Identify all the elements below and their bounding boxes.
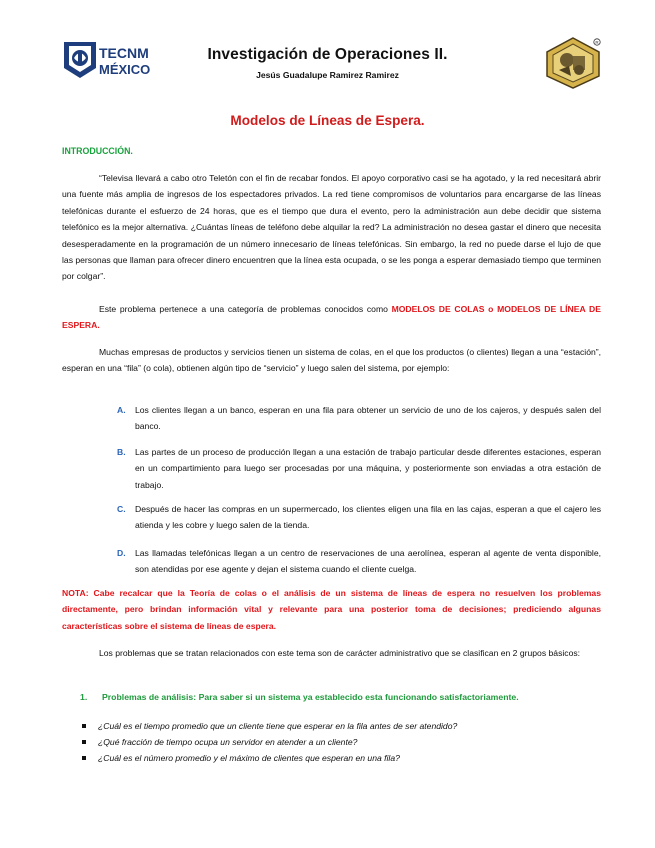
example-marker: C. [117, 504, 126, 514]
companies-paragraph: Muchas empresas de productos y servicios tienen un sistema de colas, en el que los productos (o clientes) llegan a una “estación”, esperan en una “fila” (o cola), obtienen algún tipo de “servicio” y luego salen del sistema, por ejemplo: [62, 347, 601, 374]
tecnm-logo-line2: MÉXICO [99, 62, 151, 77]
header-author: Jesús Guadalupe Ramirez Ramirez [256, 70, 399, 80]
example-text: Los clientes llegan a un banco, esperan en una fila para obtener un servicio de uno de los cajeros, y después salen del banco. [135, 405, 601, 432]
question-item [80, 718, 601, 734]
tecnm-logo-line1: TECNM [99, 45, 149, 61]
tecnm-emblem-icon [62, 38, 154, 82]
problem-group-marker: 1. [80, 692, 88, 702]
category-paragraph [62, 301, 601, 334]
bullet-square-icon [82, 756, 86, 760]
svg-text:R: R [595, 40, 599, 46]
question-item [80, 750, 601, 766]
category-highlight: MODELOS DE COLAS o MODELOS DE LÍNEA DE ESPERA. [62, 304, 601, 331]
bullet-square-icon [82, 724, 86, 728]
problem-group-text: Problemas de análisis: Para saber si un sistema ya establecido esta funcionando satisfactoriamente. [102, 692, 519, 702]
example-item [117, 501, 601, 534]
bullet-square-icon [82, 740, 86, 744]
intro-paragraph: “Televisa llevará a cabo otro Teletón con el fin de recabar fondos. El apoyo corporativo casi se ha agotado, y la red necesitará abrir una fuente más amplia de ingresos de los espectadores privados. La red tiene compromisos de voluntarios para encargarse de las líneas telefónicas durante el esfuerzo de 24 horas, que es el tiempo que dura el evento, pero la administración aun debe decidir que sistema telefónico es la mejor alternativa. ¿Cuántas líneas de teléfono debe alquilar la red? La administración no desea gastar el dinero que necesita desesperadamente en la programación de un número innecesario de líneas telefónicas. Sin embargo, la red no puede darse el lujo de que las personas que llaman para ofrecer dinero encuentren que la línea esta ocupada, o se les ponga a esperar demasiado tiempo que terminen por colgar”. [62, 173, 601, 282]
category-text: Este problema pertenece a una categoría de problemas conocidos como [99, 304, 392, 314]
example-item [117, 444, 601, 493]
header-title: Investigación de Operaciones II. [207, 46, 448, 63]
nota-paragraph: NOTA: Cabe recalcar que la Teoría de colas o el análisis de un sistema de líneas de espera no resuelven los problemas directamente, pero brindan información vital y relevante para una posterior toma de decisiones; prediciendo algunas características sobre el sistema de líneas de espera. [62, 588, 601, 631]
tecnm-logo [62, 38, 154, 82]
example-text: Las partes de un proceso de producción llegan a una estación de trabajo particular desde diferentes estaciones, esperan en un compartimiento para luego ser procesadas por una máquina, y posteriormente son enviadas a otra estación de trabajo. [135, 447, 601, 490]
question-text: ¿Qué fracción de tiempo ocupa un servidor en atender a un cliente? [98, 737, 358, 747]
example-marker: D. [117, 548, 126, 558]
example-text: Después de hacer las compras en un supermercado, los clientes eligen una fila en las cajas, esperan a que el cajero les atienda y les cobre y luego salen de la tienda. [135, 504, 601, 531]
problem-group-item [80, 689, 601, 705]
example-item [117, 545, 601, 578]
problems-paragraph: Los problemas que se tratan relacionados con este tema son de carácter administrativo que se clasifican en 2 grupos básicos: [99, 648, 581, 658]
question-text: ¿Cuál es el número promedio y el máximo de clientes que esperan en una fila? [98, 753, 400, 763]
institute-seal-icon [543, 36, 603, 90]
example-text: Las llamadas telefónicas llegan a un centro de reservaciones de una aerolínea, esperan al agente de venta disponible, son atendidas por ese agente y dejan el sistema cuando el cliente cuelga. [135, 548, 601, 575]
example-item [117, 402, 601, 435]
example-marker: A. [117, 405, 126, 415]
question-text: ¿Cuál es el tiempo promedio que un cliente tiene que esperar en la fila antes de ser atendido? [98, 721, 458, 731]
institute-seal-logo [543, 36, 603, 90]
question-item [80, 734, 601, 750]
section-heading: INTRODUCCIÓN. [62, 146, 133, 156]
document-title: Modelos de Líneas de Espera. [230, 113, 425, 128]
example-marker: B. [117, 447, 126, 457]
